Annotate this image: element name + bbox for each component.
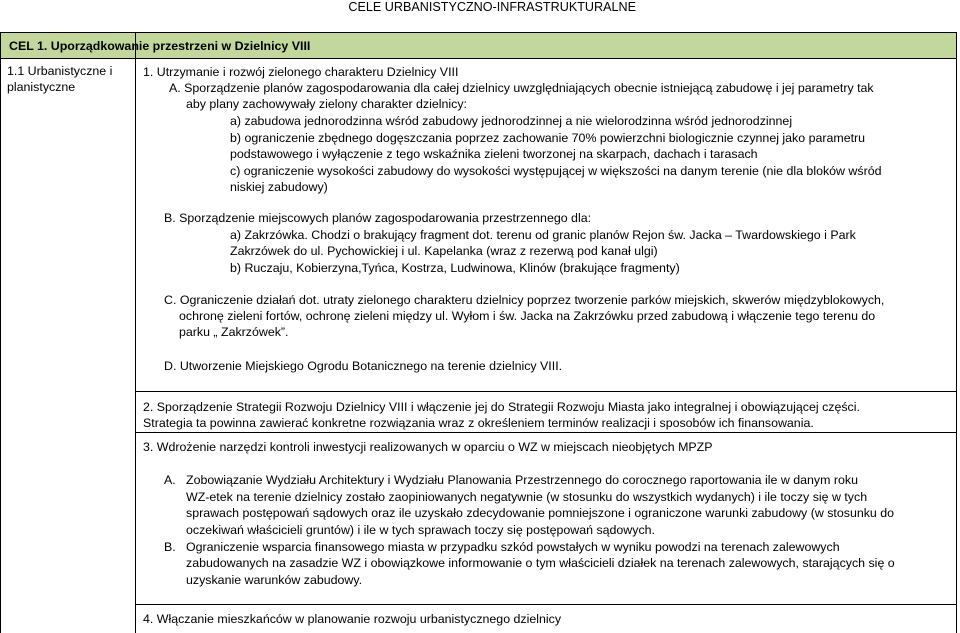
section-1a-item-c-line2: niskiej zabudowy) xyxy=(230,180,328,194)
section-1d: D. Utworzenie Miejskiego Ogrodu Botanicznego na terenie dzielnicy VIII. xyxy=(164,359,563,373)
section-3a-label: A. xyxy=(164,473,176,487)
section-1b-item-a-line1: a) Zakrzówka. Chodzi o brakujący fragment dot. terenu od granic planów Rejon św. Jacka – Twardowskiego i Park xyxy=(230,228,856,242)
section-1a-intro-cont: aby plany zachowywały zielony charakter dzielnicy: xyxy=(186,97,467,111)
category-cell: 1.1 Urbanistyczne i planistyczne xyxy=(7,64,113,94)
section-1a-item-b-line2: podstawowego i wyłączenie z tego wskaźnika zieleni tworzonej na skarpach, dachach i tarasach xyxy=(230,147,758,161)
document-title: CELE URBANISTYCZNO-INFRASTRUKTURALNE xyxy=(348,0,636,14)
section-1a-item-c-line1: c) ograniczenie wysokości zabudowy do wysokości występującej w większości na danym terenie (nie dla bloków wśród xyxy=(230,164,882,178)
section-3a-line3: sprawach postępowań sądowych oraz ile uzyskało zdecydowanie pomniejszone i ograniczone warunki zabudowy (w stosunku do xyxy=(186,506,895,520)
section-1c-line2: ochronę zieleni fortów, ochronę zieleni między ul. Wyłom i św. Jacka na Zakrzówku przed zabudową i włączenie tego terenu do xyxy=(179,309,876,323)
section-1b-item-a-line2: Zakrzówek do ul. Pychowickiej i ul. Kapelanka (wraz z rezerwą pod kanał ulgi) xyxy=(230,244,658,258)
section-3a-line1: Zobowiązanie Wydziału Architektury i Wydziału Planowania Przestrzennego do corocznego raportowania ile w danym roku xyxy=(186,473,858,487)
section-1c-line3: parku „ Zakrzówek”. xyxy=(179,325,289,339)
section-1a-intro: A. Sporządzenie planów zagospodarowania dla całej dzielnicy uwzględniających obecnie istniejącą zabudowę i jej parametry tak xyxy=(169,81,874,95)
section-3b-line2: zabudowanych na zasadzie WZ i obowiązkowe informowanie o tym właścicieli działek na terenach zalewowych, starających się o xyxy=(186,556,895,570)
section-1b-item-b: b) Ruczaju, Kobierzyna,Tyńca, Kostrza, Ludwinowa, Klinów (brakujące fragmenty) xyxy=(230,261,680,275)
section-divider xyxy=(135,432,956,433)
section-3b-line1: Ograniczenie wsparcia finansowego miasta w przypadku szkód powstałych w wyniku powodzi na terenach zalewowych xyxy=(186,540,840,554)
section-3b-label: B. xyxy=(164,540,176,554)
goal-header-row xyxy=(0,32,957,59)
goal-title: CEL 1. Uporządkowanie przestrzeni w Dzielnicy VIII xyxy=(9,39,311,53)
column-divider xyxy=(135,58,136,633)
section-2-line2: Strategia ta powinna zawierać konkretne rozwiązania wraz z określeniem terminów realizacji i sposobów ich finansowania. xyxy=(143,416,814,430)
content-table xyxy=(0,58,957,633)
section-3b-line3: uzyskanie warunków zabudowy. xyxy=(186,573,363,587)
section-1a-item-b-line1: b) ograniczenie zbędnego dogęszczania poprzez zachowanie 70% powierzchni biologicznie czynnej jako parametru xyxy=(230,131,866,145)
section-3-heading: 3. Wdrożenie narzędzi kontroli inwestycji realizowanych w oparciu o WZ w miejscach nieobjętych MPZP xyxy=(143,440,713,454)
section-3a-line2: WZ-etek na terenie dzielnicy zostało zaopiniowanych negatywnie (w stosunku do wszystkich wydanych) i ile toczy się w tych xyxy=(186,490,868,504)
section-3a-line4: oczekiwań właścicieli gruntów) i ile w tych sprawach toczy się postępowań sądowych. xyxy=(186,523,655,537)
goal-row-divider xyxy=(135,33,136,58)
section-divider xyxy=(135,391,956,392)
section-2-line1: 2. Sporządzenie Strategii Rozwoju Dzielnicy VIII i włączenie jej do Strategii Rozwoju Miasta jako integralnej i obowiązującej części. xyxy=(143,400,860,414)
section-1b-intro: B. Sporządzenie miejscowych planów zagospodarowania przestrzennego dla: xyxy=(164,211,592,225)
section-1a-item-a: a) zabudowa jednorodzinna wśród zabudowy jednorodzinnej a nie wielorodzinna wśród jednorodzinnej xyxy=(230,114,793,128)
section-4-line1: 4. Włączanie mieszkańców w planowanie rozwoju urbanistycznego dzielnicy xyxy=(143,612,562,626)
section-1-heading: 1. Utrzymanie i rozwój zielonego charakteru Dzielnicy VIII xyxy=(143,65,459,79)
section-1c-line1: C. Ograniczenie działań dot. utraty zielonego charakteru dzielnicy poprzez tworzenie parków miejskich, skwerów międzyblokowych, xyxy=(164,293,885,307)
section-divider xyxy=(135,604,956,605)
